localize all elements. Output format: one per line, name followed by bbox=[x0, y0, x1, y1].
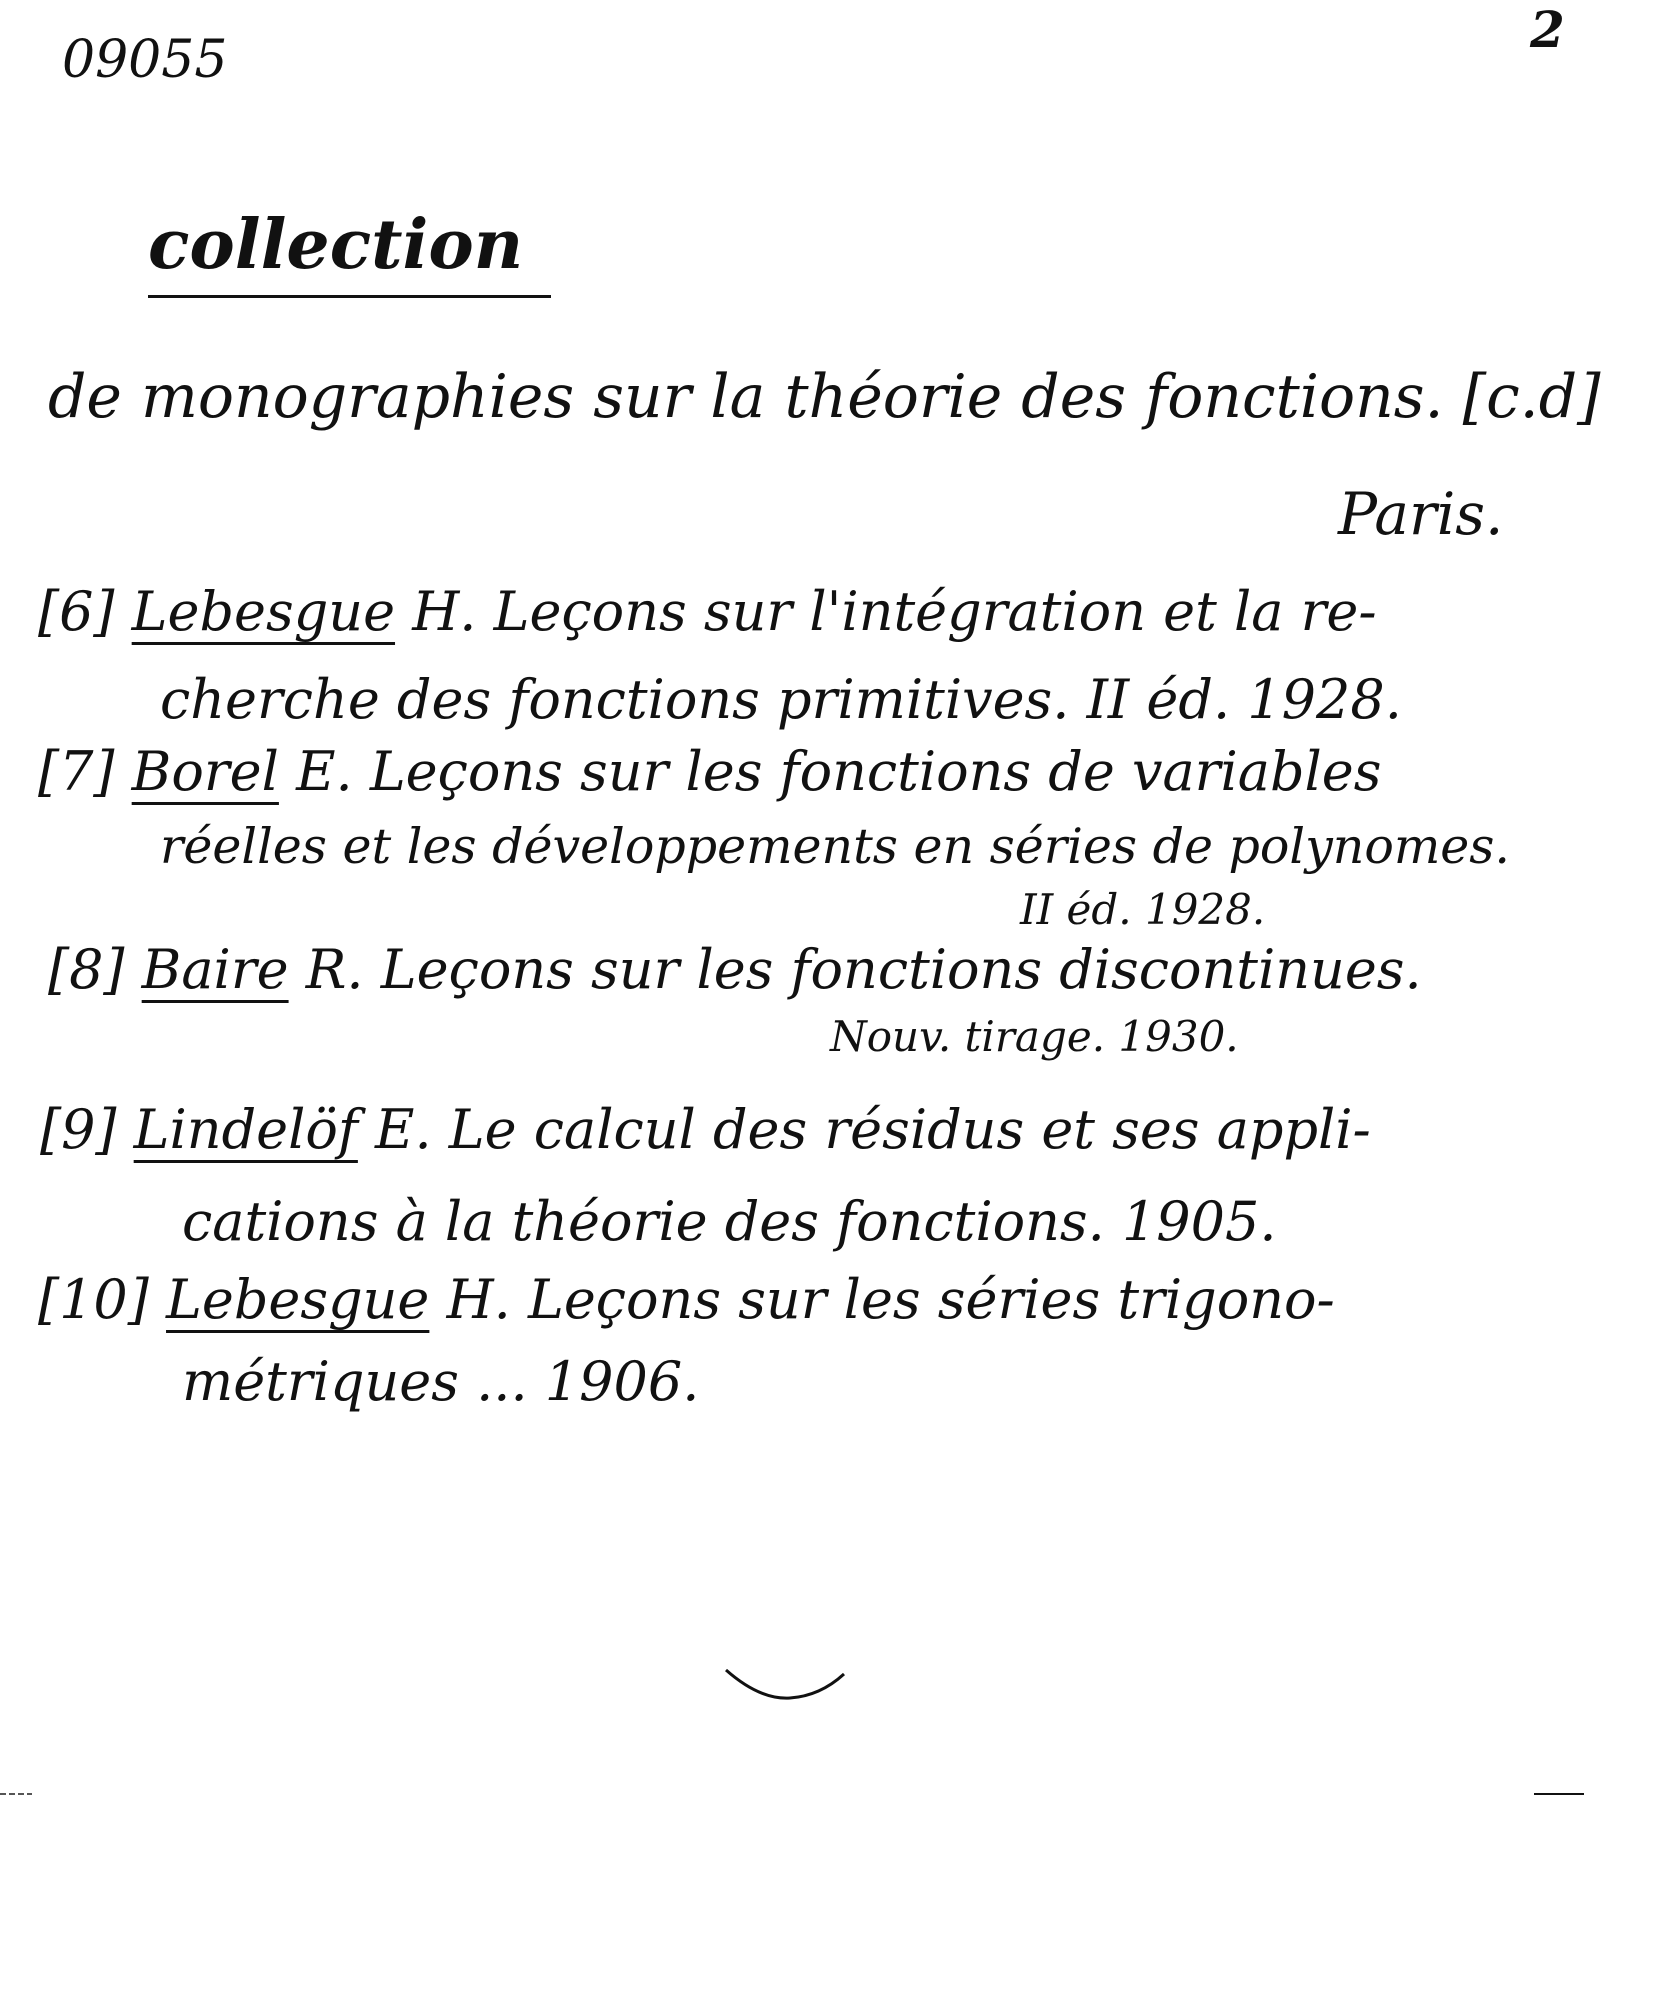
entry-10-line-2: métriques ... 1906. bbox=[182, 1350, 700, 1413]
entry-7-line-2: réelles et les développements en séries de polynomes. bbox=[160, 818, 1511, 875]
entry-number: [10] bbox=[38, 1268, 149, 1331]
page-number: 2 bbox=[1530, 0, 1565, 59]
entry-author: Lebesgue bbox=[166, 1268, 430, 1331]
entry-number: [6] bbox=[38, 580, 115, 643]
entry-8-reprint-note: Nouv. tirage. 1930. bbox=[830, 1012, 1239, 1061]
publication-place: Paris. bbox=[1338, 480, 1504, 548]
entry-author: Baire bbox=[141, 938, 289, 1001]
entry-text: H. Leçons sur l'intégration et la re- bbox=[412, 580, 1377, 643]
entry-9-line-2: cations à la théorie des fonctions. 1905. bbox=[182, 1190, 1277, 1253]
collection-title: collection bbox=[148, 205, 551, 298]
edge-mark-left bbox=[0, 1790, 40, 1800]
entry-author: Lindelöf bbox=[133, 1098, 358, 1161]
entry-6-line-2: cherche des fonctions primitives. II éd. 1928. bbox=[160, 668, 1402, 731]
entry-text: H. Leçons sur les séries trigono- bbox=[446, 1268, 1335, 1331]
edge-mark-right bbox=[1530, 1790, 1590, 1800]
entry-6-line-1 bbox=[38, 580, 1377, 643]
end-flourish bbox=[720, 1660, 850, 1710]
entry-7-edition-note: II éd. 1928. bbox=[1020, 885, 1266, 934]
entry-8-line-1 bbox=[48, 938, 1422, 1001]
entry-number: [9] bbox=[40, 1098, 117, 1161]
call-number: 09055 bbox=[62, 30, 228, 90]
entry-text: E. Le calcul des résidus et ses appli- bbox=[375, 1098, 1371, 1161]
entry-10-line-1 bbox=[38, 1268, 1335, 1331]
entry-author: Borel bbox=[131, 740, 279, 803]
collection-subtitle: de monographies sur la théorie des fonctions. [c.d] bbox=[48, 362, 1601, 432]
entry-number: [8] bbox=[48, 938, 125, 1001]
entry-text: E. Leçons sur les fonctions de variables bbox=[296, 740, 1382, 803]
entry-author: Lebesgue bbox=[131, 580, 396, 643]
entry-7-line-1 bbox=[38, 740, 1381, 803]
entry-number: [7] bbox=[38, 740, 115, 803]
entry-text: R. Leçons sur les fonctions discontinues. bbox=[305, 938, 1422, 1001]
entry-9-line-1 bbox=[40, 1098, 1371, 1161]
